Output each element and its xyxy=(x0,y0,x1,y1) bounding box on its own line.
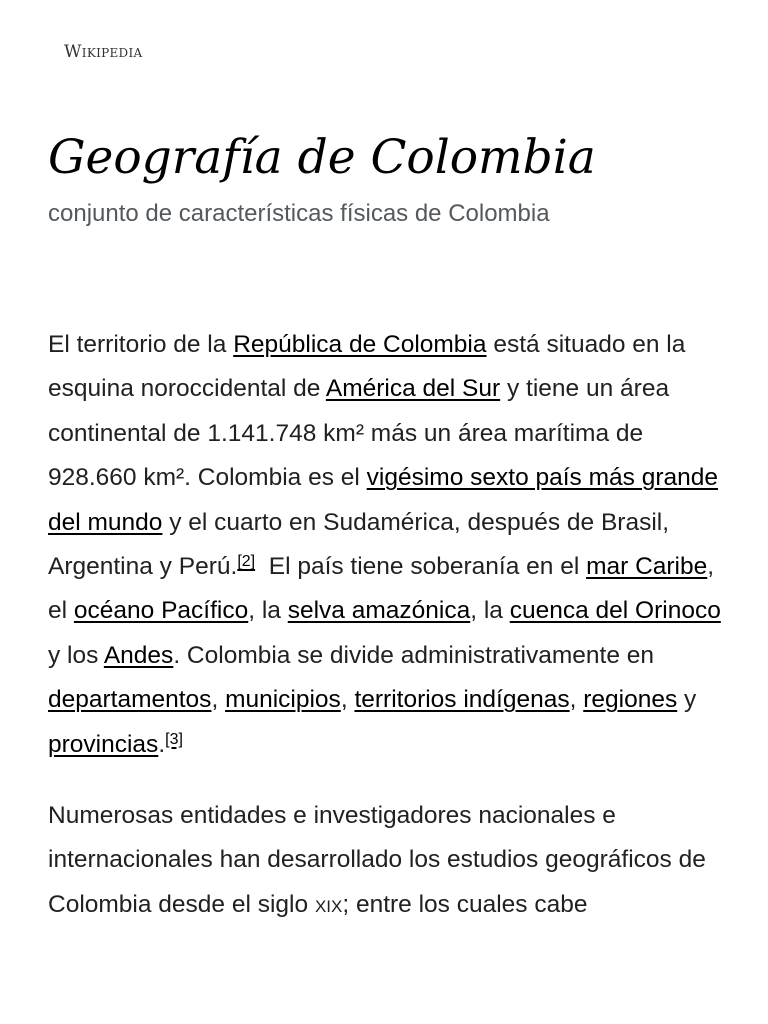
text: y el cuarto en Sudamérica, después de Brasil, Argentina y Perú. xyxy=(48,508,670,581)
paragraph-1 xyxy=(48,323,728,767)
link-territorios-indigenas[interactable]: territorios indígenas xyxy=(354,686,570,714)
text: , xyxy=(569,686,584,714)
link-oceano-pacifico[interactable]: océano Pacífico xyxy=(73,597,249,625)
text: . Colombia se divide administrativamente en xyxy=(173,641,655,669)
text: y xyxy=(677,686,697,714)
link-regiones[interactable]: regiones xyxy=(583,686,678,714)
link-andes[interactable]: Andes xyxy=(103,641,174,669)
page-subtitle: conjunto de características físicas de Colombia xyxy=(48,200,550,227)
text: , la xyxy=(470,597,510,625)
text: , xyxy=(340,686,355,714)
wikipedia-wordmark[interactable]: Wikipedia xyxy=(64,42,143,62)
reference-link-2[interactable]: [2] xyxy=(237,553,256,571)
text: . xyxy=(158,730,166,758)
page-title: Geografía de Colombia xyxy=(48,130,596,185)
reference-link-3[interactable]: [3] xyxy=(165,730,183,748)
text: y tiene un área continental de 1.141.748 km² más un área marítima de 928.660 km². Colombia es el xyxy=(48,375,670,492)
link-departamentos[interactable]: departamentos xyxy=(48,686,212,714)
text: , el xyxy=(48,553,715,625)
article-body xyxy=(48,323,728,954)
century-numeral: xix xyxy=(314,890,343,918)
text: El territorio de la xyxy=(48,331,234,358)
text: Numerosas entidades e investigadores nacionales e internacionales han desarrollado los estudios geográficos de Colombia desde el siglo xyxy=(48,802,706,918)
link-municipios[interactable]: municipios xyxy=(225,686,341,714)
text: , la xyxy=(248,597,288,625)
link-selva-amazonica[interactable]: selva amazónica xyxy=(287,597,471,625)
link-mar-caribe[interactable]: mar Caribe xyxy=(586,553,708,581)
text: y los xyxy=(48,641,104,669)
paragraph-2 xyxy=(48,794,728,927)
text: ; entre los cuales cabe xyxy=(342,890,588,918)
text: El país tiene soberanía en el xyxy=(255,553,587,581)
link-republica-de-colombia[interactable]: República de Colombia xyxy=(233,331,487,358)
link-cuenca-del-orinoco[interactable]: cuenca del Orinoco xyxy=(509,597,721,625)
reference-2[interactable] xyxy=(237,553,255,570)
text: , xyxy=(211,686,226,714)
link-vigesimo-sexto-pais[interactable]: vigésimo sexto país más grande del mundo xyxy=(48,464,718,536)
reference-3[interactable] xyxy=(165,731,183,748)
text: está situado en la esquina noroccidental de xyxy=(48,331,686,403)
link-provincias[interactable]: provincias xyxy=(48,730,159,758)
link-america-del-sur[interactable]: América del Sur xyxy=(325,375,501,403)
